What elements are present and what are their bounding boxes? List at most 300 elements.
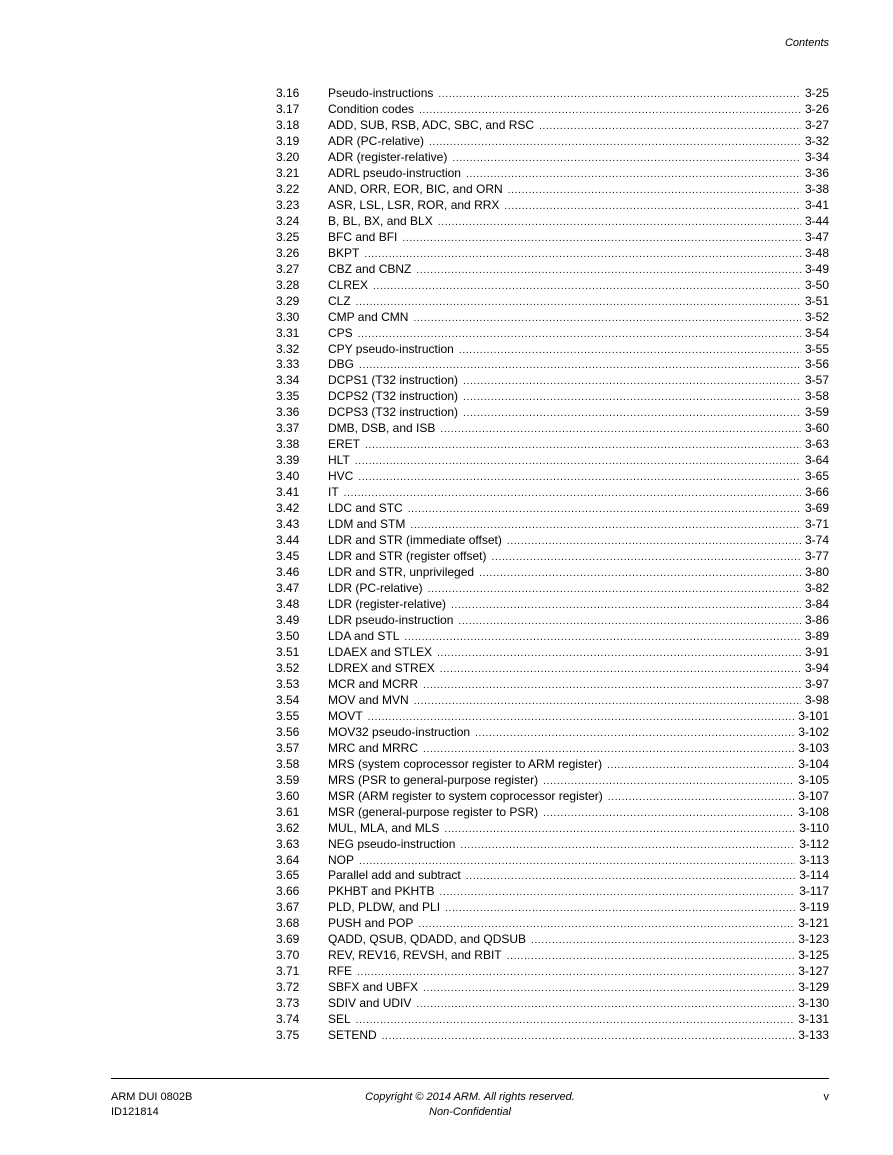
- toc-entry[interactable]: [276, 884, 829, 900]
- toc-dot-leader: [607, 758, 794, 774]
- toc-entry[interactable]: [276, 150, 829, 166]
- toc-section-title[interactable]: NOP: [328, 852, 355, 867]
- toc-entry[interactable]: [276, 805, 829, 821]
- toc-dot-leader: [382, 1029, 795, 1045]
- toc-section-title[interactable]: LDAEX and STLEX: [328, 644, 433, 659]
- toc-dot-leader: [364, 247, 801, 263]
- toc-section-title[interactable]: ASR, LSL, LSR, ROR, and RRX: [328, 197, 500, 212]
- toc-entry[interactable]: [276, 437, 829, 453]
- toc-section-title[interactable]: MUL, MLA, and MLS: [328, 820, 440, 835]
- toc-section-title[interactable]: ERET: [328, 437, 361, 452]
- toc-page-number[interactable]: 3-89: [804, 628, 829, 643]
- toc-section-number: 3.55: [276, 708, 300, 723]
- toc-dot-leader: [466, 167, 801, 183]
- toc-page-number[interactable]: 3-54: [804, 325, 829, 340]
- toc-section-number: 3.47: [276, 581, 300, 596]
- toc-section-title[interactable]: SDIV and UDIV: [328, 996, 412, 1011]
- toc-section-title[interactable]: LDR and STR (immediate offset): [328, 533, 502, 548]
- toc-dot-leader: [413, 311, 801, 327]
- toc-page-number[interactable]: 3-36: [804, 165, 829, 180]
- toc-section-title[interactable]: IT: [328, 485, 339, 500]
- toc-dot-leader: [608, 790, 795, 806]
- toc-page-number[interactable]: 3-77: [804, 549, 829, 564]
- toc-dot-leader: [408, 502, 801, 518]
- footer-issue-id: ID121814: [111, 1106, 159, 1118]
- toc-section-number: 3.22: [276, 181, 300, 196]
- toc-page-number[interactable]: 3-65: [804, 469, 829, 484]
- toc-section-number: 3.54: [276, 692, 300, 707]
- toc-page-number[interactable]: 3-51: [804, 293, 829, 308]
- toc-section-title[interactable]: ADD, SUB, RSB, ADC, SBC, and RSC: [328, 117, 535, 132]
- toc-page-number[interactable]: 3-64: [804, 453, 829, 468]
- toc-section-number: 3.19: [276, 133, 300, 148]
- toc-entry[interactable]: [276, 230, 829, 246]
- toc-section-title[interactable]: AND, ORR, EOR, BIC, and ORN: [328, 181, 503, 196]
- toc-dot-leader: [355, 454, 801, 470]
- toc-entry[interactable]: [276, 773, 829, 789]
- toc-section-number: 3.59: [276, 772, 300, 787]
- toc-section-number: 3.60: [276, 788, 300, 803]
- toc-section-number: 3.49: [276, 612, 300, 627]
- toc-section-title[interactable]: PKHBT and PKHTB: [328, 884, 435, 899]
- toc-section-number: 3.18: [276, 117, 300, 132]
- toc-section-number: 3.44: [276, 533, 300, 548]
- toc-section-title[interactable]: ADRL pseudo-instruction: [328, 165, 461, 180]
- toc-page-number[interactable]: 3-32: [804, 133, 829, 148]
- toc-section-title[interactable]: CLREX: [328, 277, 369, 292]
- toc-entry[interactable]: [276, 517, 829, 533]
- toc-section-number: 3.61: [276, 804, 300, 819]
- footer-confidentiality: Non-Confidential: [429, 1106, 511, 1118]
- toc-page-number[interactable]: 3-130: [798, 996, 829, 1011]
- toc-page-number[interactable]: 3-114: [799, 868, 829, 883]
- toc-page-number[interactable]: 3-57: [804, 373, 829, 388]
- toc-page-number[interactable]: 3-113: [799, 852, 829, 867]
- toc-dot-leader: [419, 103, 801, 119]
- toc-section-number: 3.24: [276, 213, 300, 228]
- toc-entry[interactable]: [276, 389, 829, 405]
- toc-dot-leader: [358, 470, 801, 486]
- toc-page-number[interactable]: 3-58: [804, 389, 829, 404]
- toc-section-title[interactable]: LDR pseudo-instruction: [328, 612, 454, 627]
- toc-section-title[interactable]: MSR (ARM register to system coprocessor register): [328, 788, 603, 803]
- toc-page-number[interactable]: 3-102: [798, 724, 829, 739]
- toc-section-title[interactable]: PLD, PLDW, and PLI: [328, 900, 441, 915]
- toc-section-number: 3.31: [276, 325, 300, 340]
- toc-section-number: 3.23: [276, 197, 300, 212]
- toc-entry[interactable]: [276, 166, 829, 182]
- toc-section-number: 3.20: [276, 149, 300, 164]
- toc-section-title[interactable]: CMP and CMN: [328, 309, 409, 324]
- toc-page-number[interactable]: 3-133: [798, 1028, 829, 1043]
- toc-section-number: 3.32: [276, 341, 300, 356]
- toc-page-number[interactable]: 3-66: [804, 485, 829, 500]
- toc-section-number: 3.66: [276, 884, 300, 899]
- toc-page-number[interactable]: 3-121: [798, 916, 829, 931]
- toc-section-title[interactable]: MRS (system coprocessor register to ARM register): [328, 756, 603, 771]
- toc-dot-leader: [459, 343, 801, 359]
- toc-entry[interactable]: [276, 310, 829, 326]
- toc-section-number: 3.21: [276, 165, 300, 180]
- toc-entry[interactable]: [276, 932, 829, 948]
- toc-dot-leader: [507, 949, 795, 965]
- toc-section-title[interactable]: QADD, QSUB, QDADD, and QDSUB: [328, 932, 527, 947]
- toc-entry[interactable]: [276, 677, 829, 693]
- toc-entry[interactable]: [276, 565, 829, 581]
- toc-section-title[interactable]: DCPS3 (T32 instruction): [328, 405, 459, 420]
- toc-dot-leader: [423, 981, 794, 997]
- footer-doc-info: [111, 1090, 192, 1120]
- toc-section-title[interactable]: LDR (PC-relative): [328, 581, 423, 596]
- toc-page-number[interactable]: 3-34: [804, 149, 829, 164]
- toc-section-number: 3.58: [276, 756, 300, 771]
- toc-entry[interactable]: [276, 757, 829, 773]
- toc-dot-leader: [423, 678, 801, 694]
- toc-entry[interactable]: [276, 1028, 829, 1044]
- toc-dot-leader: [440, 422, 801, 438]
- toc-section-title[interactable]: MCR and MCRR: [328, 676, 419, 691]
- toc-entry[interactable]: [276, 964, 829, 980]
- toc-dot-leader: [463, 390, 801, 406]
- toc-page-number[interactable]: 3-127: [798, 964, 829, 979]
- toc-dot-leader: [444, 822, 795, 838]
- toc-section-title[interactable]: SETEND: [328, 1028, 377, 1043]
- toc-section-number: 3.25: [276, 229, 300, 244]
- toc-page-number[interactable]: 3-97: [804, 676, 829, 691]
- toc-entry[interactable]: [276, 597, 829, 613]
- toc-section-title[interactable]: SBFX and UBFX: [328, 980, 419, 995]
- toc-dot-leader: [466, 869, 795, 885]
- toc-page-number[interactable]: 3-25: [804, 86, 829, 100]
- toc-section-title[interactable]: LDR and STR, unprivileged: [328, 565, 475, 580]
- toc-section-title[interactable]: DCPS2 (T32 instruction): [328, 389, 459, 404]
- footer-doc-id: ARM DUI 0802B: [111, 1091, 193, 1103]
- toc-entry[interactable]: [276, 118, 829, 134]
- toc-section-number: 3.33: [276, 357, 300, 372]
- toc-page-number[interactable]: 3-125: [798, 948, 829, 963]
- toc-dot-leader: [414, 694, 801, 710]
- toc-section-title[interactable]: SEL: [328, 1012, 351, 1027]
- toc-section-number: 3.30: [276, 309, 300, 324]
- toc-entry[interactable]: [276, 916, 829, 932]
- toc-dot-leader: [507, 534, 801, 550]
- toc-section-number: 3.29: [276, 293, 300, 308]
- toc-entry[interactable]: [276, 629, 829, 645]
- toc-dot-leader: [460, 838, 795, 854]
- toc-section-number: 3.36: [276, 405, 300, 420]
- toc-page-number[interactable]: 3-84: [804, 597, 829, 611]
- toc-page-number[interactable]: 3-60: [804, 421, 829, 436]
- toc-page-number[interactable]: 3-103: [798, 740, 829, 755]
- toc-entry[interactable]: [276, 789, 829, 805]
- toc-section-number: 3.63: [276, 836, 300, 851]
- toc-section-title[interactable]: BFC and BFI: [328, 229, 398, 244]
- toc-section-title[interactable]: LDR and STR (register offset): [328, 549, 487, 564]
- toc-section-title[interactable]: LDC and STC: [328, 501, 403, 516]
- toc-entry[interactable]: [276, 294, 829, 310]
- toc-section-title[interactable]: MRS (PSR to general-purpose register): [328, 772, 539, 787]
- toc-section-number: 3.65: [276, 868, 300, 883]
- toc-section-number: 3.42: [276, 501, 300, 516]
- toc-section-number: 3.16: [276, 86, 300, 100]
- toc-dot-leader: [418, 917, 794, 933]
- toc-entry[interactable]: [276, 469, 829, 485]
- toc-entry[interactable]: [276, 278, 829, 294]
- toc-section-number: 3.28: [276, 277, 300, 292]
- toc-section-number: 3.62: [276, 820, 300, 835]
- toc-dot-leader: [458, 614, 801, 630]
- toc-dot-leader: [357, 965, 794, 981]
- toc-page-number[interactable]: 3-82: [804, 581, 829, 596]
- toc-page-number[interactable]: 3-56: [804, 357, 829, 372]
- toc-section-title[interactable]: DBG: [328, 357, 355, 372]
- toc-page-number[interactable]: 3-55: [804, 341, 829, 356]
- toc-section-number: 3.69: [276, 932, 300, 947]
- toc-page-number[interactable]: 3-104: [798, 756, 829, 771]
- toc-page-number[interactable]: 3-71: [804, 517, 829, 532]
- toc-entry[interactable]: [276, 453, 829, 469]
- toc-section-title[interactable]: B, BL, BX, and BLX: [328, 213, 433, 228]
- toc-dot-leader: [440, 885, 796, 901]
- toc-section-title[interactable]: CPY pseudo-instruction: [328, 341, 454, 356]
- toc-entry[interactable]: [276, 837, 829, 853]
- toc-entry[interactable]: [276, 741, 829, 757]
- toc-dot-leader: [402, 231, 801, 247]
- toc-entry[interactable]: [276, 262, 829, 278]
- toc-dot-leader: [365, 438, 801, 454]
- toc-entry[interactable]: [276, 405, 829, 421]
- toc-page-number[interactable]: 3-74: [804, 533, 829, 548]
- toc-dot-leader: [358, 327, 801, 343]
- toc-section-number: 3.27: [276, 261, 300, 276]
- toc-entry[interactable]: [276, 868, 829, 884]
- toc-page-number[interactable]: 3-112: [799, 836, 829, 851]
- toc-page-number[interactable]: 3-105: [798, 772, 829, 787]
- toc-section-number: 3.75: [276, 1028, 300, 1043]
- toc-section-number: 3.37: [276, 421, 300, 436]
- toc-entry[interactable]: [276, 214, 829, 230]
- toc-dot-leader: [440, 662, 801, 678]
- toc-section-title[interactable]: LDA and STL: [328, 628, 400, 643]
- toc-page-number[interactable]: 3-49: [804, 261, 829, 276]
- toc-dot-leader: [543, 774, 794, 790]
- toc-entry[interactable]: [276, 86, 829, 102]
- toc-dot-leader: [373, 279, 801, 295]
- toc-section-title[interactable]: BKPT: [328, 245, 360, 260]
- toc-entry[interactable]: [276, 326, 829, 342]
- toc-dot-leader: [475, 726, 794, 742]
- toc-section-title[interactable]: ADR (register-relative): [328, 149, 448, 164]
- toc-section-title[interactable]: MOV32 pseudo-instruction: [328, 724, 471, 739]
- toc-section-title[interactable]: HLT: [328, 453, 350, 468]
- toc-section-title[interactable]: LDR (register-relative): [328, 597, 447, 611]
- toc-entry[interactable]: [276, 182, 829, 198]
- toc-page-number[interactable]: 3-131: [798, 1012, 829, 1027]
- toc-section-title[interactable]: PUSH and POP: [328, 916, 414, 931]
- toc-entry[interactable]: [276, 485, 829, 501]
- toc-section-title[interactable]: LDREX and STREX: [328, 660, 435, 675]
- toc-entry[interactable]: [276, 709, 829, 725]
- toc-dot-leader: [438, 215, 801, 231]
- toc-page-number[interactable]: 3-38: [804, 181, 829, 196]
- toc-entry[interactable]: [276, 1012, 829, 1028]
- toc-dot-leader: [344, 486, 801, 502]
- toc-entry[interactable]: [276, 996, 829, 1012]
- toc-section-title[interactable]: DCPS1 (T32 instruction): [328, 373, 459, 388]
- toc-section-number: 3.46: [276, 565, 300, 580]
- toc-page-number[interactable]: 3-47: [804, 229, 829, 244]
- toc-dot-leader: [356, 295, 801, 311]
- toc-section-number: 3.71: [276, 964, 300, 979]
- toc-entry[interactable]: [276, 821, 829, 837]
- toc-section-number: 3.40: [276, 469, 300, 484]
- toc-page-number[interactable]: 3-101: [798, 708, 829, 723]
- toc-section-number: 3.56: [276, 724, 300, 739]
- toc-page-number[interactable]: 3-91: [804, 644, 829, 659]
- toc-section-number: 3.53: [276, 676, 300, 691]
- toc-dot-leader: [452, 151, 801, 167]
- toc-page-number[interactable]: 3-123: [798, 932, 829, 947]
- toc-dot-leader: [410, 518, 801, 534]
- toc-page-number[interactable]: 3-98: [804, 692, 829, 707]
- toc-section-title[interactable]: CPS: [328, 325, 353, 340]
- toc-section-title[interactable]: Parallel add and subtract: [328, 868, 461, 883]
- footer-page-number: v: [823, 1091, 829, 1103]
- toc-section-number: 3.35: [276, 389, 300, 404]
- toc-dot-leader: [404, 630, 801, 646]
- toc-page-number[interactable]: 3-48: [804, 245, 829, 260]
- toc-entry[interactable]: [276, 725, 829, 741]
- toc-section-number: 3.64: [276, 852, 300, 867]
- toc-page-number[interactable]: 3-108: [798, 804, 829, 819]
- toc-entry[interactable]: [276, 853, 829, 869]
- toc-section-number: 3.41: [276, 485, 300, 500]
- toc-page-number[interactable]: 3-94: [804, 660, 829, 675]
- toc-page-number[interactable]: 3-117: [799, 884, 829, 899]
- toc-dot-leader: [359, 854, 795, 870]
- toc-dot-leader: [492, 550, 801, 566]
- toc-section-title[interactable]: Condition codes: [328, 101, 415, 116]
- toc-section-title[interactable]: Pseudo-instructions: [328, 86, 434, 100]
- toc-section-title[interactable]: MOVT: [328, 708, 363, 723]
- toc-section-number: 3.17: [276, 101, 300, 116]
- toc-page-number[interactable]: 3-69: [804, 501, 829, 516]
- toc-page-number[interactable]: 3-41: [804, 197, 829, 212]
- toc-section-number: 3.74: [276, 1012, 300, 1027]
- toc-dot-leader: [368, 710, 795, 726]
- toc-section-number: 3.50: [276, 628, 300, 643]
- toc-page-number[interactable]: 3-129: [798, 980, 829, 995]
- toc-section-number: 3.34: [276, 373, 300, 388]
- toc-section-title[interactable]: NEG pseudo-instruction: [328, 836, 456, 851]
- toc-dot-leader: [451, 598, 801, 614]
- toc-page-number[interactable]: 3-63: [804, 437, 829, 452]
- toc-dot-leader: [445, 901, 795, 917]
- toc-section-title[interactable]: CBZ and CBNZ: [328, 261, 412, 276]
- toc-section-number: 3.45: [276, 549, 300, 564]
- toc-dot-leader: [428, 582, 801, 598]
- toc-section-number: 3.26: [276, 245, 300, 260]
- toc-dot-leader: [539, 119, 801, 135]
- toc-dot-leader: [437, 646, 801, 662]
- toc-entry[interactable]: [276, 613, 829, 629]
- footer-legal: [300, 1090, 640, 1120]
- toc-section-number: 3.43: [276, 517, 300, 532]
- toc-section-title[interactable]: CLZ: [328, 293, 351, 308]
- toc-entry[interactable]: [276, 900, 829, 916]
- toc-dot-leader: [479, 566, 801, 582]
- toc-entry[interactable]: [276, 246, 829, 262]
- toc-page-number[interactable]: 3-59: [804, 405, 829, 420]
- toc-dot-leader: [504, 199, 801, 215]
- toc-section-title[interactable]: RFE: [328, 964, 352, 979]
- toc-entry[interactable]: [276, 357, 829, 373]
- toc-entry[interactable]: [276, 421, 829, 437]
- toc-page-number[interactable]: 3-119: [799, 900, 829, 915]
- toc-entry[interactable]: [276, 661, 829, 677]
- toc-section-number: 3.57: [276, 740, 300, 755]
- toc-entry[interactable]: [276, 342, 829, 358]
- toc-dot-leader: [416, 997, 794, 1013]
- toc-dot-leader: [356, 1013, 795, 1029]
- footer-copyright: Copyright © 2014 ARM. All rights reserved.: [365, 1091, 575, 1103]
- toc-page-number[interactable]: 3-107: [798, 788, 829, 803]
- toc-section-title[interactable]: MRC and MRRC: [328, 740, 419, 755]
- toc-dot-leader: [416, 263, 801, 279]
- toc-section-title[interactable]: REV, REV16, REVSH, and RBIT: [328, 948, 502, 963]
- toc-entry[interactable]: [276, 948, 829, 964]
- toc-page-number[interactable]: 3-50: [804, 277, 829, 292]
- toc-entry[interactable]: [276, 501, 829, 517]
- footer-divider: [111, 1078, 829, 1079]
- toc-page-number[interactable]: 3-52: [804, 309, 829, 324]
- toc-section-title[interactable]: ADR (PC-relative): [328, 133, 425, 148]
- toc-entry[interactable]: [276, 102, 829, 118]
- toc-page-number[interactable]: 3-110: [799, 820, 829, 835]
- toc-entry[interactable]: [276, 581, 829, 597]
- toc-section-number: 3.51: [276, 644, 300, 659]
- toc-page-number[interactable]: 3-86: [804, 612, 829, 627]
- toc-section-title[interactable]: MOV and MVN: [328, 692, 409, 707]
- toc-section-number: 3.39: [276, 453, 300, 468]
- toc-dot-leader: [508, 183, 801, 199]
- toc-entry[interactable]: [276, 693, 829, 709]
- toc-section-number: 3.48: [276, 597, 300, 611]
- toc-dot-leader: [463, 406, 801, 422]
- toc-section-title[interactable]: DMB, DSB, and ISB: [328, 421, 436, 436]
- toc-page-number[interactable]: 3-44: [804, 213, 829, 228]
- toc-dot-leader: [543, 806, 794, 822]
- toc-section-title[interactable]: HVC: [328, 469, 354, 484]
- toc-page-number[interactable]: 3-80: [804, 565, 829, 580]
- toc-entry[interactable]: [276, 373, 829, 389]
- toc-section-title[interactable]: LDM and STM: [328, 517, 406, 532]
- toc-section-number: 3.67: [276, 900, 300, 915]
- toc-page-number[interactable]: 3-27: [804, 117, 829, 132]
- toc-section-number: 3.73: [276, 996, 300, 1011]
- toc-entry[interactable]: [276, 134, 829, 150]
- toc-entry[interactable]: [276, 549, 829, 565]
- toc-entry[interactable]: [276, 198, 829, 214]
- toc-entry[interactable]: [276, 645, 829, 661]
- toc-dot-leader: [429, 135, 801, 151]
- toc-entry[interactable]: [276, 533, 829, 549]
- toc-dot-leader: [438, 87, 801, 103]
- toc-section-number: 3.68: [276, 916, 300, 931]
- toc-page-number[interactable]: 3-26: [804, 101, 829, 116]
- toc-entry[interactable]: [276, 980, 829, 996]
- toc-section-title[interactable]: MSR (general-purpose register to PSR): [328, 804, 539, 819]
